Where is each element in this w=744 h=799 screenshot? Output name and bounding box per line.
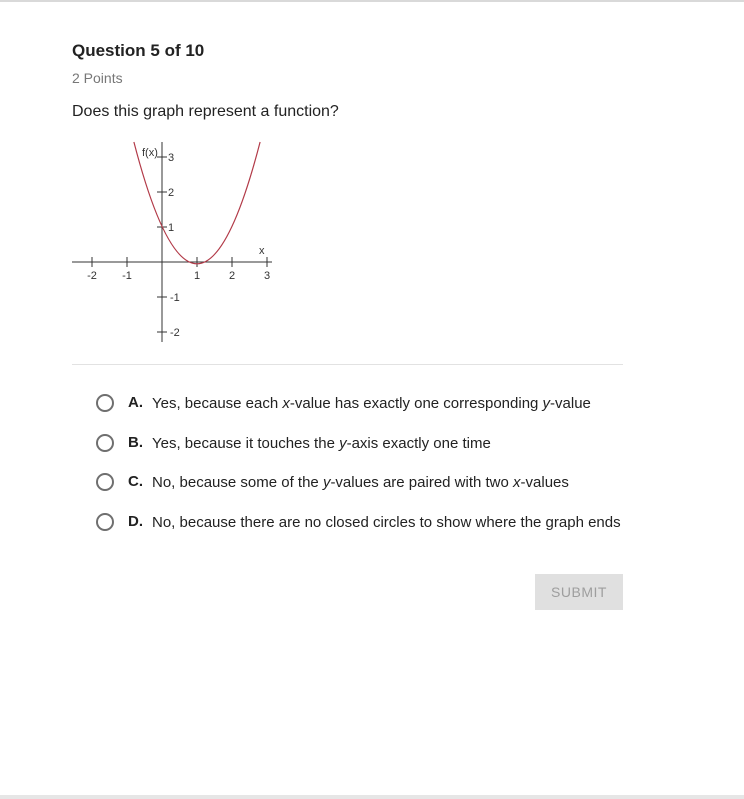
y-tick-label: -2 bbox=[170, 327, 180, 339]
radio-button-b[interactable] bbox=[96, 434, 114, 452]
y-tick-label: -1 bbox=[170, 292, 180, 304]
answer-option-b[interactable] bbox=[96, 434, 624, 454]
option-text: No, because there are no closed circles to show where the graph ends bbox=[152, 514, 621, 531]
x-tick-label: 3 bbox=[263, 270, 271, 282]
radio-button-a[interactable] bbox=[96, 394, 114, 412]
math-variable: y bbox=[542, 395, 551, 412]
text-part: Yes, because it touches the bbox=[152, 435, 340, 452]
parabola-curve bbox=[134, 142, 260, 264]
x-tick-label: -2 bbox=[87, 270, 97, 282]
x-axis-label: x bbox=[259, 245, 265, 257]
option-letter: C. bbox=[128, 473, 143, 490]
text-part: -value bbox=[550, 395, 591, 412]
answer-option-d[interactable] bbox=[96, 513, 624, 553]
answer-option-c[interactable] bbox=[96, 473, 624, 493]
bottom-border bbox=[0, 795, 744, 799]
answer-option-a[interactable] bbox=[96, 394, 624, 414]
question-prompt: Does this graph represent a function? bbox=[72, 103, 339, 120]
option-letter: D. bbox=[128, 513, 143, 530]
radio-button-c[interactable] bbox=[96, 473, 114, 491]
submit-button[interactable]: SUBMIT bbox=[535, 574, 623, 610]
option-letter: A. bbox=[128, 394, 143, 411]
top-border bbox=[0, 0, 744, 2]
text-part: -value has exactly one corresponding bbox=[289, 395, 543, 412]
x-tick-label: 1 bbox=[193, 270, 201, 282]
text-part: -values bbox=[520, 474, 569, 491]
y-tick-label: 2 bbox=[168, 187, 175, 199]
text-part: -axis exactly one time bbox=[346, 435, 491, 452]
divider bbox=[72, 364, 623, 365]
option-letter: B. bbox=[128, 434, 143, 451]
option-text bbox=[152, 394, 622, 413]
x-tick-label: 2 bbox=[228, 270, 236, 282]
text-part: No, because some of the bbox=[152, 474, 323, 491]
math-variable: x bbox=[513, 474, 521, 491]
option-text bbox=[152, 473, 622, 492]
x-tick-label: -1 bbox=[122, 270, 132, 282]
text-part: Yes, because each bbox=[152, 395, 283, 412]
function-graph bbox=[68, 138, 278, 348]
question-points: 2 Points bbox=[72, 70, 123, 86]
text-part: -values are paired with two bbox=[330, 474, 514, 491]
y-tick-label: 3 bbox=[168, 152, 175, 164]
y-tick-label: 1 bbox=[168, 222, 175, 234]
radio-button-d[interactable] bbox=[96, 513, 114, 531]
math-variable: y bbox=[322, 474, 331, 491]
math-variable: y bbox=[339, 435, 347, 452]
math-variable: x bbox=[282, 395, 290, 412]
option-text bbox=[152, 434, 622, 453]
question-title: Question 5 of 10 bbox=[72, 41, 205, 60]
y-axis-label: f(x) bbox=[142, 147, 158, 159]
